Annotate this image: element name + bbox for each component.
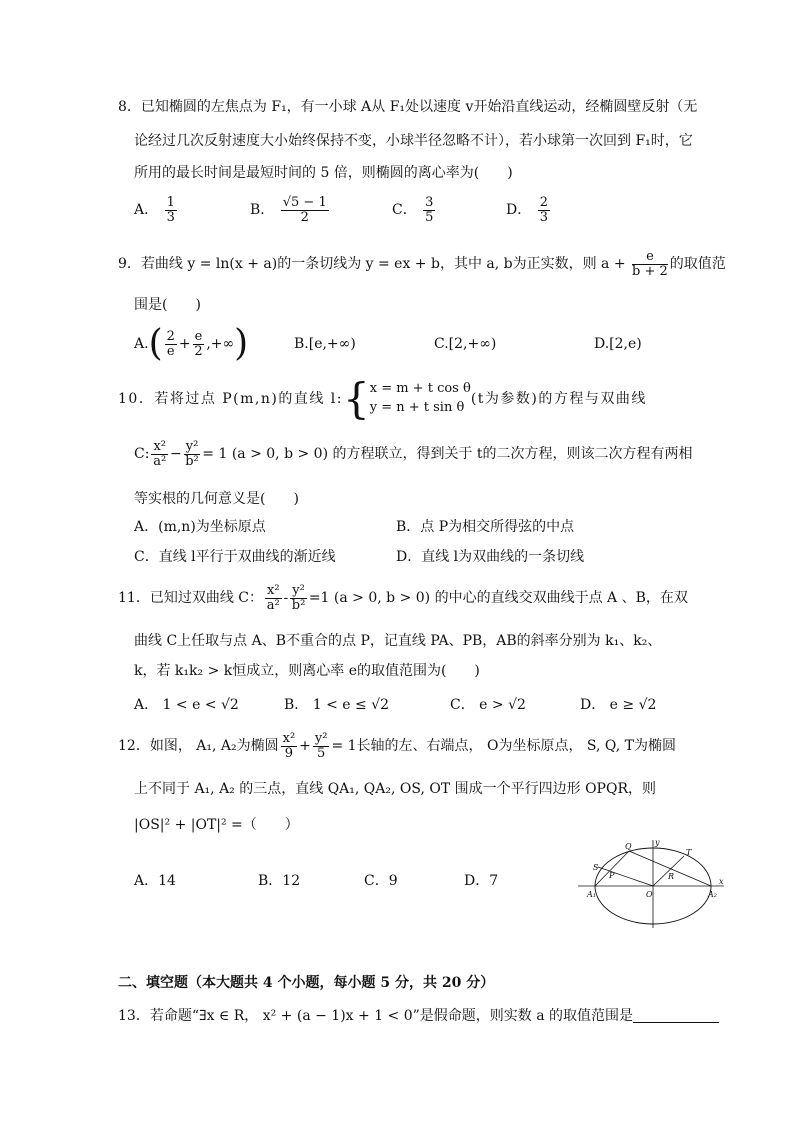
q8-option-d-num: 2	[539, 195, 548, 210]
label-y: y	[655, 838, 660, 847]
line-os	[598, 867, 653, 886]
label-q: Q	[625, 842, 632, 851]
q10-frac-y-den: b²	[185, 453, 199, 469]
q8-option-a-num: 1	[166, 195, 175, 210]
q10-c-label: C:	[134, 446, 150, 463]
q10-line1	[118, 374, 647, 423]
q10-frac-y-num: y²	[185, 439, 199, 454]
q11-option-c: C． e > √2	[450, 697, 526, 713]
q9-line1-tail: 的取值范	[669, 256, 726, 273]
q12-frac-y	[313, 732, 330, 760]
q9-a-num2: e	[194, 328, 203, 344]
q10-option-d: D．直线 l为双曲线的一条切线	[396, 549, 585, 565]
q8-option-a-den: 3	[166, 209, 175, 225]
q8-option-b-den: 2	[300, 209, 309, 225]
q10-line2	[134, 440, 693, 468]
q12-line2: 上不同于 A₁, A₂ 的三点，直线 QA₁, QA₂, OS, OT 围成一个平行四边形 OPQR，则	[134, 781, 656, 797]
line-ot	[653, 856, 684, 886]
q8-line1: 8．已知椭圆的左焦点为 F₁，有一小球 A从 F₁处以速度 v开始沿直线运动，经椭圆壁反射（无	[118, 99, 698, 115]
q10-option-a: A．(m,n)为坐标原点	[134, 519, 266, 535]
q9-option-b: B.[e,+∞)	[294, 336, 356, 352]
q9-a-den1: e	[166, 343, 175, 359]
q11-line3: k，若 k₁k₂ > k恒成立，则离心率 e的取值范围为( )	[134, 663, 480, 679]
q10-frac-x-num: x²	[153, 439, 166, 454]
q9-option-c: C.[2,+∞)	[434, 336, 497, 352]
q8-option-d-den: 3	[539, 209, 548, 225]
q12-line1-tail: = 1长轴的左、右端点， O为坐标原点， S, Q, T为椭圆	[331, 738, 676, 755]
line-qa1	[595, 851, 629, 886]
q8-option-c	[392, 196, 437, 224]
q13-answer-blank[interactable]	[633, 1008, 719, 1023]
label-s: S	[593, 863, 599, 872]
q11-line1	[118, 584, 688, 612]
q9-a-num1: 2	[166, 328, 175, 344]
q10-line3: 等实根的几何意义是( )	[134, 491, 299, 507]
q9-frac-den: b + 2	[632, 263, 668, 279]
q11-option-b: B． 1 < e ≤ √2	[284, 697, 390, 713]
q8-line3: 所用的最长时间是最短时间的 5 倍，则椭圆的离心率为( )	[134, 165, 513, 181]
q10-minus: −	[169, 446, 182, 463]
q11-frac-x-den: a²	[266, 597, 280, 613]
q10-system	[370, 380, 471, 418]
q12-line1	[118, 732, 676, 760]
q10-option-b: B．点 P为相交所得弦的中点	[396, 519, 575, 535]
q12-line1-text: 12．如图， A₁, A₂为椭圆	[118, 738, 279, 755]
q9-line2: 围是( )	[134, 297, 201, 313]
label-t: T	[686, 848, 692, 857]
q11-option-d: D． e ≥ √2	[580, 697, 657, 713]
q9-line1-text: 9．若曲线 y = ln(x + a)的一条切线为 y = ex + b，其中 a, b为正实数，则 a +	[118, 256, 626, 273]
q12-frac-y-num: y²	[314, 731, 328, 746]
label-a1: A₁	[587, 890, 596, 899]
label-p: P	[609, 871, 615, 880]
q8-option-b-num: √5 − 1	[282, 195, 327, 210]
q11-frac-x-num: x²	[266, 583, 280, 598]
q8-option-b	[250, 196, 331, 224]
q11-line1-tail: =1 (a > 0, b > 0) 的中心的直线交双曲线于点 A 、B，在双	[308, 590, 688, 607]
q11-line2: 曲线 C上任取与点 A、B不重合的点 P，记直线 PA、PB，AB的斜率分别为 k₁、k₂、	[134, 633, 662, 649]
q9-line1	[118, 250, 726, 278]
q13-line	[118, 1008, 719, 1023]
q13-text: 13．若命题“∃x ∈ R， x² + (a − 1)x + 1 < 0”是假命题，则实数 a 的取值范围是	[118, 1008, 634, 1024]
q12-frac-x-den: 9	[284, 745, 294, 761]
section-heading: 二、填空题（本大题共 4 个小题，每小题 5 分，共 20 分）	[118, 975, 495, 991]
q10-line1-tail: (t为参数)的方程与双曲线	[470, 391, 647, 407]
q8-option-a-label: A．	[134, 202, 159, 219]
q9-option-a-frac2	[193, 330, 205, 358]
label-x: x	[719, 877, 724, 886]
q10-frac-y	[184, 440, 201, 468]
q9-option-a-lparen: (	[148, 323, 163, 364]
q9-a-den2: 2	[194, 343, 203, 359]
q8-option-d-fraction	[538, 196, 550, 224]
q8-option-a-fraction	[165, 196, 177, 224]
q10-system-eq2: y = n + t sin θ	[369, 400, 465, 415]
q11-frac-y	[290, 584, 307, 612]
label-a2: A₂	[708, 890, 717, 899]
q10-brace: {	[343, 374, 370, 423]
q9-frac-num: e	[632, 250, 668, 265]
q11-frac-y-num: y²	[292, 583, 305, 598]
q10-line2-tail: = 1 (a > 0, b > 0) 的方程联立，得到关于 t的二次方程，则该二次方程有两相	[202, 446, 693, 463]
q9-a-plus: +	[178, 336, 191, 352]
q9-line1-fraction	[632, 250, 668, 278]
q9-option-a	[134, 323, 249, 364]
q8-option-b-label: B．	[250, 202, 275, 219]
q12-option-a: A．14	[134, 873, 176, 889]
q8-option-b-fraction	[281, 196, 329, 224]
q12-frac-x	[281, 732, 298, 760]
q12-frac-x-num: x²	[282, 731, 296, 746]
label-o: O	[646, 890, 653, 899]
q10-option-c: C．直线 l平行于双曲线的渐近线	[134, 549, 336, 565]
q8-line2: 论经过几次反射速度大小始终保持不变，小球半径忽略不计），若小球第一次回到 F₁时，它	[134, 133, 693, 149]
q9-a-tail: ,+∞	[206, 336, 235, 352]
q9-option-d: D.[2,e)	[594, 336, 642, 352]
q12-ellipse-figure	[576, 834, 726, 930]
q9-option-a-frac1	[165, 330, 177, 358]
q8-option-c-fraction	[423, 196, 435, 224]
q10-system-eq1: x = m + t cos θ	[369, 381, 471, 397]
q10-line1-text: 10．若将过点 P(m,n)的直线 l:	[118, 391, 343, 407]
q12-line3: |OS|² + |OT|² =（ ）	[134, 817, 299, 833]
label-r: R	[668, 872, 675, 881]
q11-frac-x	[265, 584, 282, 612]
q10-frac-x-den: a²	[153, 453, 167, 469]
q11-frac-y-den: b²	[291, 597, 306, 613]
q8-option-c-label: C．	[392, 202, 417, 219]
q9-option-a-rparen: )	[234, 323, 249, 364]
q10-frac-x	[151, 440, 168, 468]
q9-option-a-label: A.	[134, 336, 149, 352]
q11-option-a: A． 1 < e < √2	[134, 697, 239, 713]
q8-option-a	[134, 196, 179, 224]
q11-minus: -	[283, 590, 289, 607]
q8-option-c-den: 5	[425, 209, 434, 225]
q12-option-c: C．9	[364, 873, 398, 889]
q12-plus: +	[299, 738, 311, 755]
q12-option-d: D．7	[464, 873, 499, 889]
q11-line1-text: 11．已知过双曲线 C：	[118, 590, 263, 607]
q12-option-b: B．12	[258, 873, 301, 889]
q12-frac-y-den: 5	[317, 745, 326, 761]
q8-option-d	[506, 196, 552, 224]
q8-option-c-num: 3	[425, 195, 434, 210]
q8-option-d-label: D．	[506, 202, 532, 219]
